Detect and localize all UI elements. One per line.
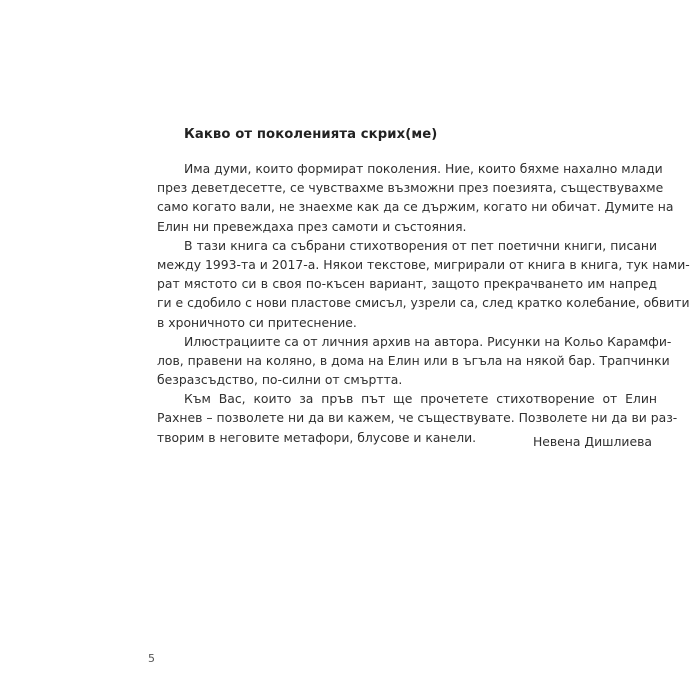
author-signature: Невена Дишлиева (532, 434, 652, 449)
text-line: Има думи, които формират поколения. Ние, които бяхме нахално млади (184, 161, 663, 176)
text-line: между 1993-та и 2017-а. Някои текстове, мигрирали от книга в книга, тук нами- (157, 256, 690, 272)
section-heading: Какво от поколенията скрих(ме) (184, 127, 438, 142)
text-line: Илюстрациите са от личния архив на автора. Рисунки на Кольо Карамфи- (184, 333, 672, 349)
text-line: рат мястото си в своя по-късен вариант, защото прекрачването им напред (157, 276, 657, 292)
text-line: безразсъдство, по-силни от смъртта. (157, 372, 403, 388)
text-line: Рахнев – позволете ни да ви кажем, че съществувате. Позволете ни да ви раз- (157, 410, 678, 426)
page-number: 5 (148, 652, 155, 665)
text-line: в хроничното си притеснение. (157, 314, 357, 330)
text-line: лов, правени на коляно, в дома на Елин или в ъгъла на някой бар. Трапчинки (157, 352, 670, 368)
text-line: Към Вас, които за пръв път ще прочетете стихотворение от Елин (184, 391, 657, 407)
text-line: творим в неговите метафори, блусове и канели. (157, 429, 477, 445)
text-line: ги е сдобило с нови пластове смисъл, узрели са, след кратко колебание, обвити (157, 295, 690, 311)
preface-body (157, 159, 690, 447)
text-line: Елин ни превеждаха през самоти и състояния. (157, 218, 467, 234)
text-line: през деветдесетте, се чувствахме възможни през поезията, съществувахме (157, 180, 664, 196)
text-line: В тази книга са събрани стихотворения от пет поетични книги, писани (184, 237, 657, 253)
text-line: само когато вали, не знаехме как да се държим, когато ни обичат. Думите на (157, 199, 674, 215)
